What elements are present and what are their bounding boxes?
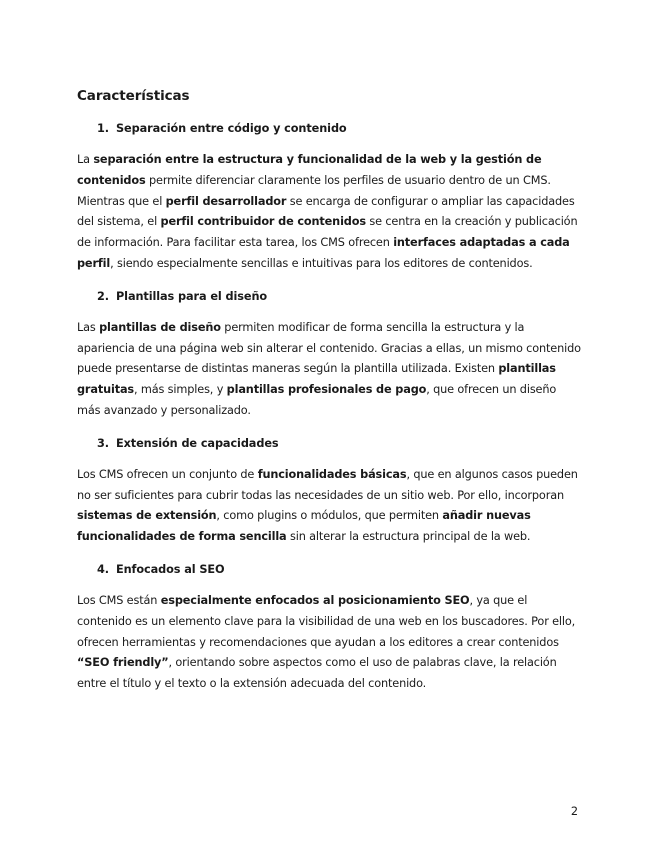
section-heading	[77, 561, 582, 579]
text-run: Los CMS ofrecen un conjunto de	[77, 467, 258, 481]
bold-text: añadir nuevas funcionalidades de forma sencilla	[77, 509, 531, 544]
text-run: La	[77, 153, 94, 166]
section-paragraph	[77, 150, 582, 275]
bold-text: separación entre la estructura y funcionalidad de la web y la gestión de contenidos	[77, 153, 542, 187]
text-run: Las	[77, 320, 100, 334]
bold-text: especialmente enfocados al posicionamiento SEO	[160, 593, 470, 607]
bold-text: interfaces adaptadas a cada perfil	[77, 236, 570, 270]
document-content	[77, 86, 582, 708]
text-run: , ya que el contenido es un elemento clave para la visibilidad de una web en los buscadores. Por ello, ofrecen herramientas y recomendaciones que ayudan a los editores a crear contenidos	[77, 593, 576, 649]
text-run: se centra en la creación y publicación de información. Para facilitar esta tarea, los CMS ofrecen	[77, 215, 578, 250]
text-run: , que ofrecen un diseño más avanzado y personalizado.	[77, 383, 557, 417]
section-heading	[77, 435, 582, 453]
section-paragraph	[77, 465, 582, 548]
bold-text: plantillas gratuitas	[77, 362, 556, 397]
text-run: permiten modificar de forma sencilla la estructura y la apariencia de una página web sin alterar el contenido. Gracias a ellas, un mismo contenido puede presentarse de distintas maneras según la plantilla utilizada. Existen	[77, 320, 581, 376]
bold-text: sistemas de extensión	[77, 509, 217, 523]
text-run: , orientando sobre aspectos como el uso de palabras clave, la relación entre el título y el texto o la extensión adecuada del contenido.	[77, 656, 557, 691]
text-run: permite diferenciar claramente los perfiles de usuario dentro de un CMS. Mientras que el	[77, 173, 551, 208]
section-heading-text: Separación entre código y contenido	[116, 122, 347, 135]
section-number: 2.	[97, 289, 109, 303]
sections-container	[77, 120, 582, 695]
section-heading	[77, 120, 582, 138]
bold-text: plantillas de diseño	[99, 320, 221, 334]
page-number: 2	[570, 805, 578, 818]
section-number: 3.	[97, 436, 109, 450]
text-run: , que en algunos casos pueden no ser suficientes para cubrir todas las necesidades de un sitio web. Por ello, incorporan	[77, 467, 578, 502]
text-run: se encarga de configurar o ampliar las capacidades del sistema, el	[77, 194, 575, 229]
text-run: sin alterar la estructura principal de la web.	[286, 530, 531, 544]
section-heading-text: Enfocados al SEO	[116, 562, 225, 576]
bold-text: perfil desarrollador	[165, 194, 287, 208]
section-heading	[77, 288, 582, 306]
section-heading-text: Extensión de capacidades	[116, 436, 279, 450]
page-title: Características	[77, 88, 190, 104]
text-run: , como plugins o módulos, que permiten	[216, 509, 443, 523]
bold-text: funcionalidades básicas	[257, 467, 407, 481]
section-paragraph	[77, 318, 582, 422]
section-number: 4.	[97, 562, 109, 576]
section-paragraph	[77, 591, 582, 695]
bold-text: plantillas profesionales de pago	[226, 383, 427, 397]
text-run: Los CMS están	[77, 593, 161, 607]
text-run: , más simples, y	[134, 383, 227, 397]
section-heading-text: Plantillas para el diseño	[116, 289, 268, 303]
bold-text: “SEO friendly”	[77, 656, 169, 670]
bold-text: perfil contribuidor de contenidos	[160, 215, 366, 229]
text-run: , siendo especialmente sencillas e intuitivas para los editores de contenidos.	[110, 256, 533, 270]
section-number: 1.	[97, 122, 109, 135]
